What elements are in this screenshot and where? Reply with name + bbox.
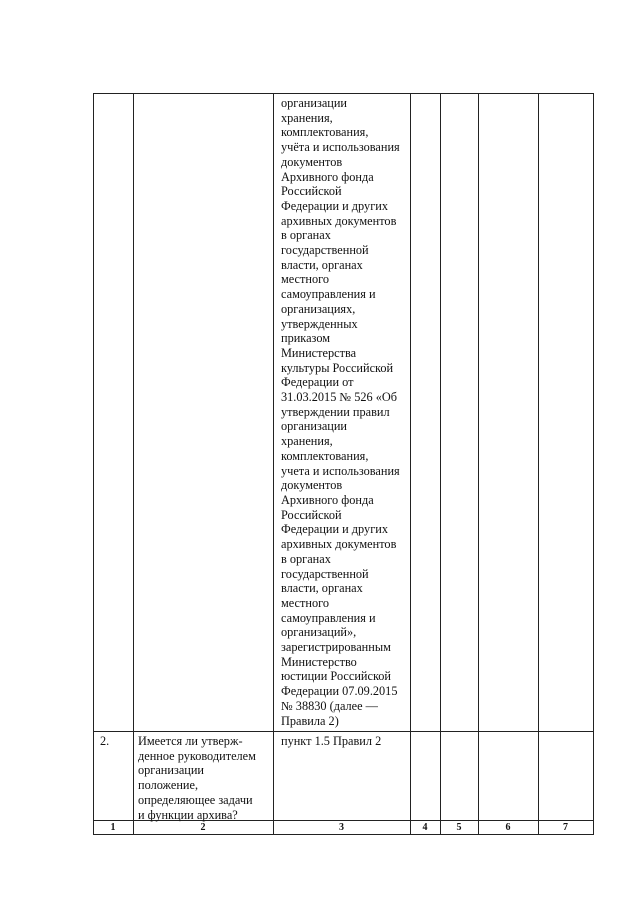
column-number-2: 2 xyxy=(200,822,206,833)
table-row-divider xyxy=(93,731,594,732)
column-number-1: 1 xyxy=(110,822,116,833)
regulation-reference-text: организации хранения, комплектования, учёта и использования документов Архивного фонда Российской Федерации и других архивных документов в органах государственной власти, органах местного самоуправления и организациях, утвержденных приказом Министерства культуры Российской Федерации от 31.03.2015 № 526 «Об утверждении правил организации хранения, комплектования, учета и использования документов Архивного фонда Российской Федерации и других архивных документов в органах государственной власти, органах местного самоуправления и организаций», зарегистрированным Министерство юстиции Российской Федерации 07.09.2015 № 38830 (далее — Правила 2) xyxy=(281,96,400,728)
row-number: 2. xyxy=(100,734,110,748)
table-column-divider xyxy=(410,93,411,835)
table-column-divider xyxy=(478,93,479,835)
question-text: Имеется ли утверж- денное руководителем организации положение, определяющее задачи и функции архива? xyxy=(138,734,256,822)
table-column-divider xyxy=(133,93,134,835)
column-number-5: 5 xyxy=(456,822,462,833)
column-number-6: 6 xyxy=(505,822,511,833)
table-column-divider xyxy=(538,93,539,835)
table-border-top xyxy=(93,93,594,94)
column-number-7: 7 xyxy=(563,822,568,833)
column-number-3: 3 xyxy=(339,822,344,833)
table-column-divider xyxy=(273,93,274,835)
table-column-divider xyxy=(440,93,441,835)
table-border-bottom xyxy=(93,834,594,835)
column-number-4: 4 xyxy=(422,822,428,833)
reference-text: пункт 1.5 Правил 2 xyxy=(281,734,382,748)
table-border-left xyxy=(93,93,94,835)
table-border-right xyxy=(593,93,594,835)
